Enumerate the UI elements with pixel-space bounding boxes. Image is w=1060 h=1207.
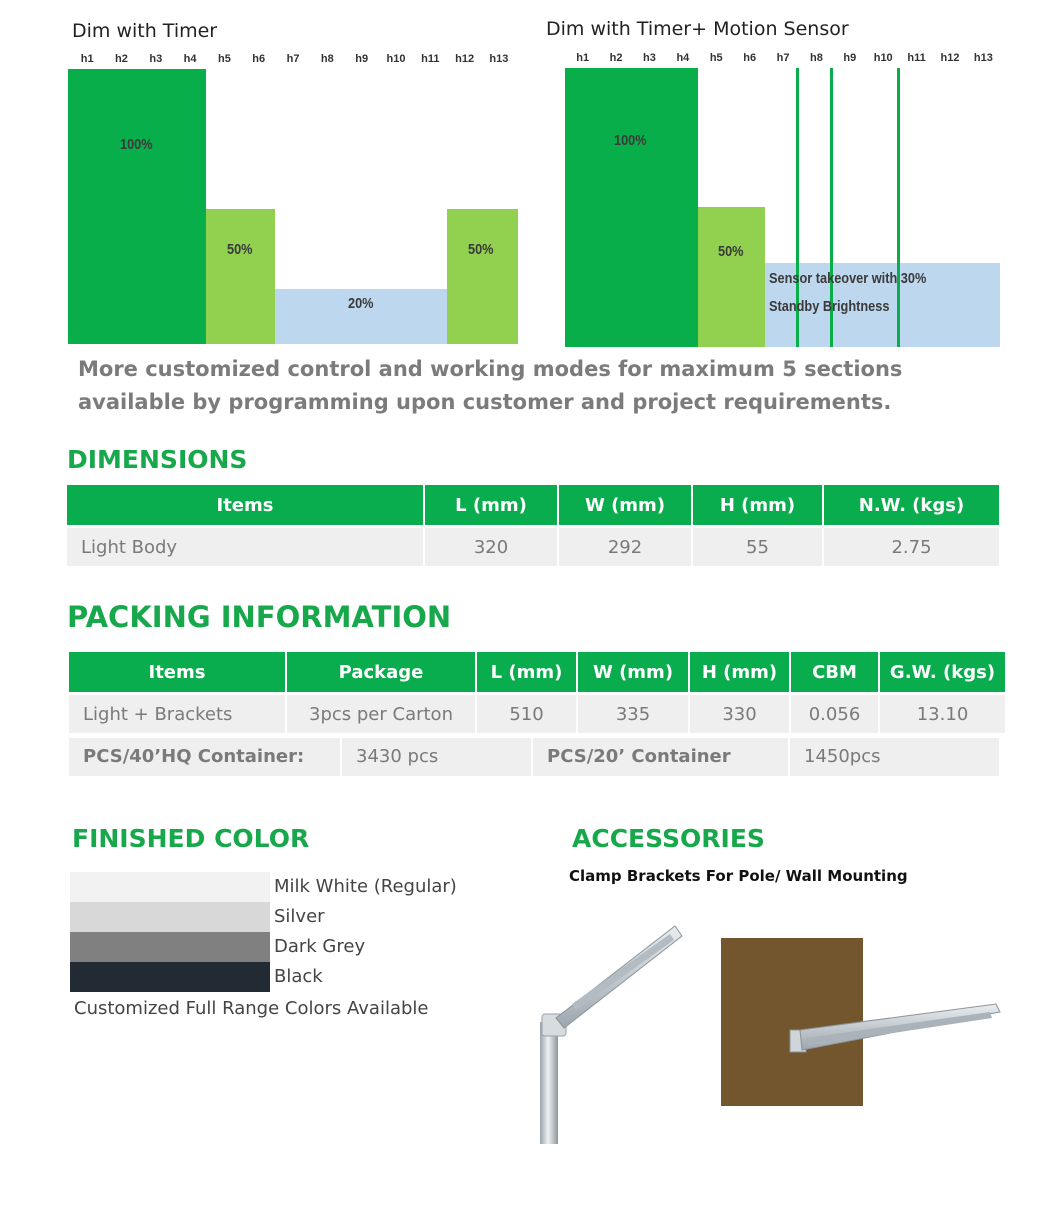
accessories-heading: ACCESSORIES: [572, 824, 765, 853]
swatch-silver: [70, 902, 270, 932]
pole-mount-light: [540, 926, 682, 1144]
hour-label: h7: [776, 52, 790, 64]
col-header: Items: [69, 652, 285, 695]
chart-timer-title: Dim with Timer: [72, 20, 218, 42]
chart-sensor-plot: [565, 68, 1000, 347]
cell: 55: [693, 528, 822, 566]
swatch-label: Silver: [274, 906, 325, 927]
label-100: 100%: [120, 136, 153, 153]
hour-label: h10: [873, 52, 893, 64]
container-hq-label: PCS/40’HQ Container:: [69, 738, 340, 776]
hour-label: h8: [320, 53, 334, 65]
hour-label: h1: [576, 52, 590, 64]
dimensions-table: [65, 485, 1001, 566]
hour-label: h5: [709, 52, 723, 64]
cell: Light Body: [67, 528, 423, 566]
hour-label: h6: [743, 52, 757, 64]
color-swatch-row: [70, 902, 457, 932]
col-header: N.W. (kgs): [824, 485, 999, 528]
chart-sensor-title: Dim with Timer+ Motion Sensor: [546, 18, 849, 40]
hour-label: h2: [609, 52, 623, 64]
swatch-label: Dark Grey: [274, 936, 366, 957]
col-header: W (mm): [578, 652, 688, 695]
color-swatch-row: [70, 872, 457, 902]
swatch-milk-white: [70, 872, 270, 902]
swatch-label: Black: [274, 966, 323, 987]
col-header: H (mm): [690, 652, 789, 695]
container-hq-value: 3430 pcs: [342, 738, 531, 776]
hour-label: h9: [843, 52, 857, 64]
cell: 3pcs per Carton: [287, 695, 475, 733]
finished-color-heading: FINISHED COLOR: [72, 824, 310, 853]
hour-label: h11: [421, 53, 440, 65]
chart-timer-hour-axis: [70, 53, 516, 65]
swatch-black: [70, 962, 270, 992]
container-20-label: PCS/20’ Container: [533, 738, 788, 776]
color-swatch-row: [70, 962, 457, 992]
col-header: L (mm): [425, 485, 557, 528]
label-20: 20%: [348, 295, 374, 312]
label-50: 50%: [718, 243, 744, 260]
table-row: [69, 695, 1005, 733]
label-sensor-takeover: Sensor takeover with 30%: [769, 270, 927, 287]
hour-label: h11: [907, 52, 926, 64]
hour-label: h12: [940, 52, 960, 64]
custom-modes-note: More customized control and working modes for maximum 5 sections available by programming upon customer and project requirements.: [78, 357, 903, 414]
table-row: [67, 528, 999, 566]
hour-label: h8: [810, 52, 823, 64]
label-standby-brightness: Standby Brightness: [769, 298, 890, 315]
hour-label: h4: [183, 53, 197, 65]
hour-label: h4: [676, 52, 690, 64]
label-100: 100%: [614, 132, 647, 149]
col-header: L (mm): [477, 652, 576, 695]
swatch-label: Milk White (Regular): [274, 876, 457, 897]
hour-label: h6: [252, 53, 266, 65]
hour-label: h3: [643, 52, 656, 64]
cell: Light + Brackets: [69, 695, 285, 733]
table-header-row: [69, 652, 1005, 695]
custom-colors-note: Customized Full Range Colors Available: [74, 998, 429, 1019]
hour-label: h13: [973, 52, 993, 64]
container-capacity-row: [69, 735, 999, 776]
label-50-end: 50%: [468, 241, 494, 258]
hour-label: h1: [80, 53, 94, 65]
sensor-spike-h10: [897, 68, 900, 347]
cell: 0.056: [791, 695, 878, 733]
col-header: CBM: [791, 652, 878, 695]
col-header: Items: [67, 485, 423, 528]
hour-label: h12: [455, 53, 475, 65]
wall-surface: [721, 938, 863, 1106]
color-swatch-row: [70, 932, 457, 962]
dimensions-heading: DIMENSIONS: [67, 445, 248, 474]
color-swatch-list: [70, 872, 457, 992]
col-header: H (mm): [693, 485, 822, 528]
accessories-subtitle: Clamp Brackets For Pole/ Wall Mounting: [569, 867, 908, 885]
chart-timer-plot: [68, 69, 518, 344]
segment-100-percent: [565, 68, 698, 347]
hour-label: h9: [355, 53, 369, 65]
hour-label: h13: [489, 53, 509, 65]
cell: 330: [690, 695, 789, 733]
segment-100-percent: [68, 69, 206, 344]
packing-heading: PACKING INFORMATION: [67, 600, 452, 634]
cell: 320: [425, 528, 557, 566]
hour-label: h10: [386, 53, 406, 65]
container-20-value: 1450pcs: [790, 738, 999, 776]
col-header: G.W. (kgs): [880, 652, 1005, 695]
col-header: W (mm): [559, 485, 691, 528]
cell: 13.10: [880, 695, 1005, 733]
table-header-row: [67, 485, 999, 528]
segment-50-percent-end: [447, 209, 518, 344]
hour-label: h2: [115, 53, 128, 65]
hour-label: h7: [286, 53, 300, 65]
swatch-dark-grey: [70, 932, 270, 962]
label-50: 50%: [227, 241, 253, 258]
hour-label: h5: [217, 53, 231, 65]
cell: 292: [559, 528, 691, 566]
col-header: Package: [287, 652, 475, 695]
clamp-bracket-illustration: [520, 900, 1010, 1160]
hour-label: h3: [149, 53, 163, 65]
chart-sensor-hour-axis: [566, 52, 1000, 64]
cell: 335: [578, 695, 688, 733]
packing-table: [67, 652, 1007, 733]
segment-50-percent: [206, 209, 275, 344]
cell: 2.75: [824, 528, 999, 566]
cell: 510: [477, 695, 576, 733]
segment-50-percent: [698, 207, 765, 347]
